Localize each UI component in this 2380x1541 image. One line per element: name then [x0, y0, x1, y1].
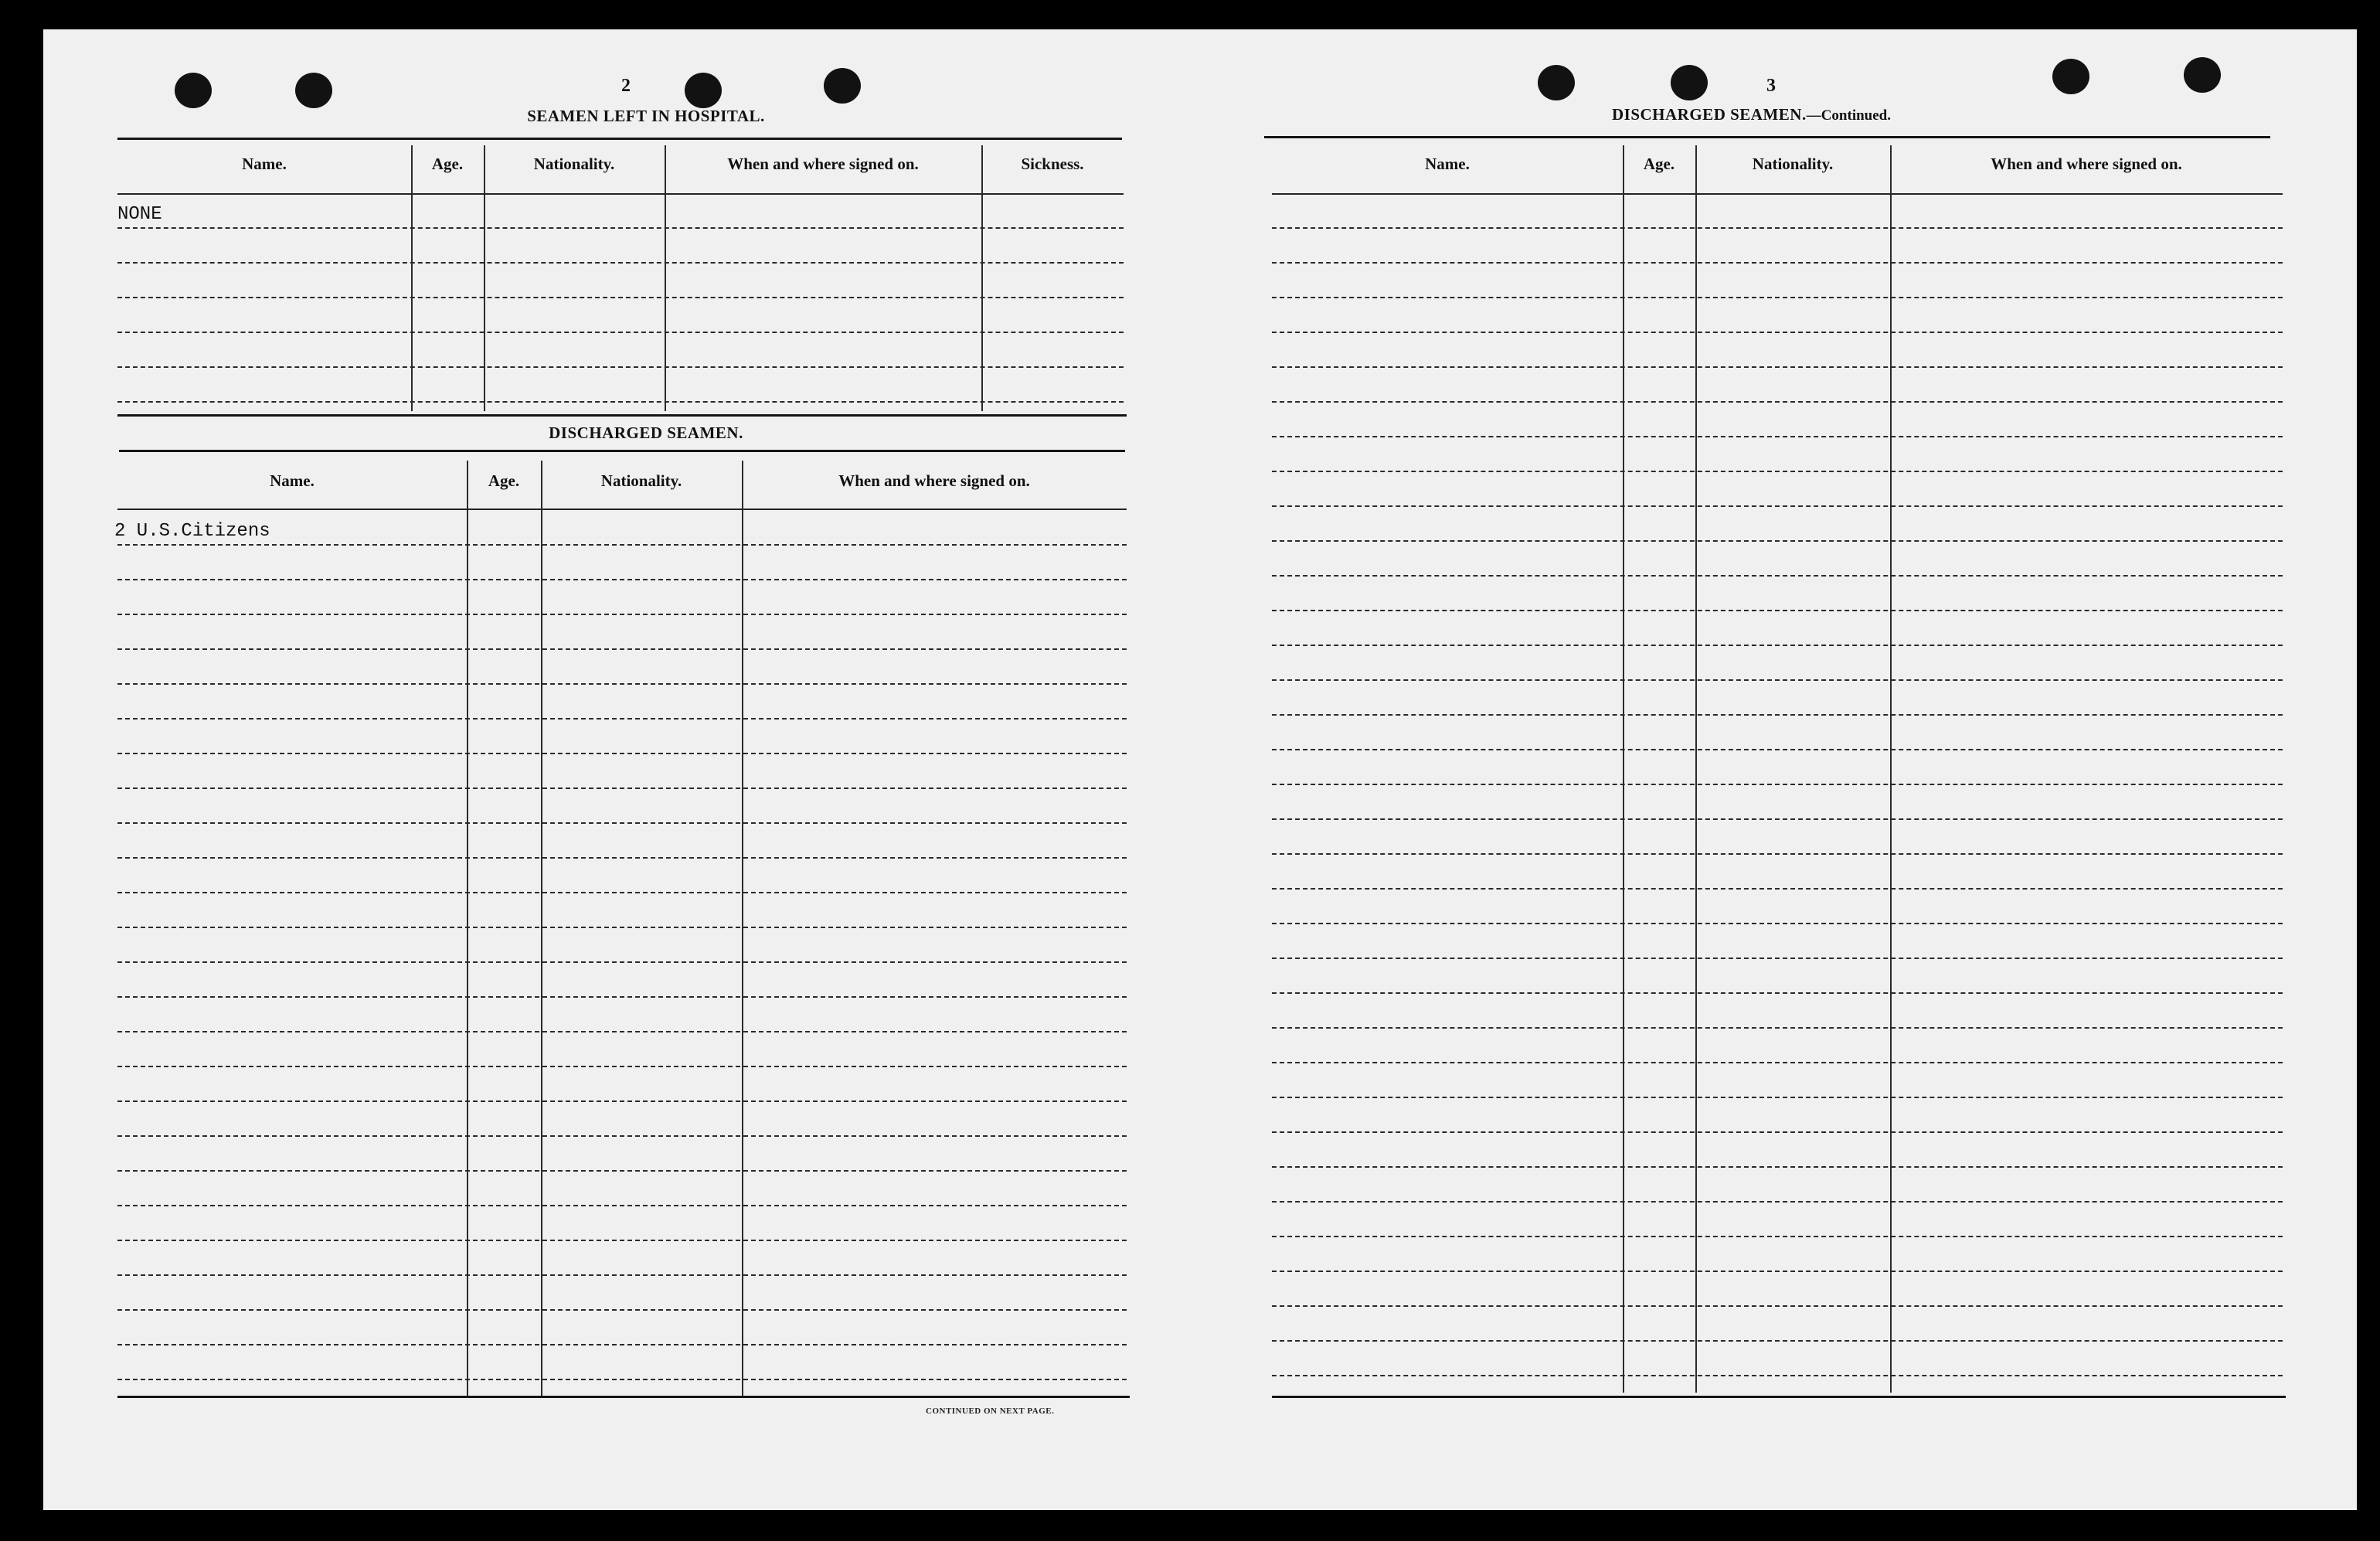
header-underline	[117, 509, 1127, 510]
table-bottom-rule	[1272, 1396, 2286, 1398]
column-separator	[467, 461, 468, 1397]
dotted-row-line	[117, 297, 1124, 298]
dotted-row-line	[117, 1379, 1127, 1380]
column-header: Age.	[488, 471, 520, 490]
column-separator	[1623, 145, 1624, 1393]
dotted-row-line	[1272, 1131, 2283, 1133]
dotted-row-line	[117, 718, 1127, 719]
punch-hole	[685, 73, 722, 108]
punch-hole	[1538, 65, 1575, 100]
column-header: Age.	[431, 155, 464, 173]
column-header: When and where signed on.	[1991, 155, 2182, 173]
column-header: Name.	[270, 471, 314, 490]
dotted-row-line	[1272, 575, 2283, 577]
column-separator	[665, 145, 666, 411]
title-main: DISCHARGED SEAMEN.	[1612, 105, 1807, 124]
punch-hole	[1671, 65, 1708, 100]
dotted-row-line	[117, 1344, 1127, 1345]
dotted-row-line	[117, 996, 1127, 998]
column-header: Name.	[1425, 155, 1470, 173]
dotted-row-line	[1272, 888, 2283, 890]
dotted-row-line	[1272, 714, 2283, 716]
dotted-row-line	[1272, 610, 2283, 611]
dotted-row-line	[1272, 1305, 2283, 1307]
punch-hole	[2052, 59, 2089, 94]
punch-hole	[2184, 57, 2221, 93]
dotted-row-line	[117, 1100, 1127, 1102]
dotted-row-line	[117, 961, 1127, 963]
title-suffix: —Continued.	[1806, 107, 1891, 124]
column-header: Nationality.	[1752, 155, 1834, 173]
column-header: Sickness.	[1021, 155, 1084, 173]
column-header: Nationality.	[600, 471, 682, 490]
column-separator	[1890, 145, 1892, 1393]
dotted-row-line	[1272, 853, 2283, 855]
header-underline	[1272, 193, 2283, 195]
dotted-row-line	[117, 857, 1127, 859]
document-sheet	[43, 29, 2357, 1510]
table-bottom-rule	[117, 414, 1127, 417]
dotted-row-line	[117, 579, 1127, 580]
dotted-row-line	[1272, 297, 2283, 298]
column-header: When and where signed on.	[838, 471, 1030, 490]
dotted-row-line	[1272, 784, 2283, 785]
dotted-row-line	[117, 1170, 1127, 1172]
column-separator	[1695, 145, 1697, 1393]
dotted-row-line	[117, 332, 1124, 333]
dotted-row-line	[1272, 1201, 2283, 1203]
column-header: Age.	[1643, 155, 1675, 173]
page-number: 3	[1766, 76, 1776, 96]
punch-hole	[824, 68, 861, 104]
page-number: 2	[621, 76, 631, 96]
discharged-continued-title	[1612, 105, 1891, 124]
dotted-row-line	[1272, 679, 2283, 681]
dotted-row-line	[1272, 1062, 2283, 1063]
dotted-row-line	[117, 227, 1124, 229]
dotted-row-line	[117, 753, 1127, 754]
dotted-row-line	[1272, 1236, 2283, 1237]
dotted-row-line	[117, 401, 1124, 403]
dotted-row-line	[1272, 749, 2283, 750]
dotted-row-line	[117, 366, 1124, 368]
dotted-row-line	[1272, 923, 2283, 924]
column-separator	[742, 461, 743, 1397]
dotted-row-line	[117, 683, 1127, 685]
discharged-entry: 2 U.S.Citizens	[114, 521, 270, 542]
punch-hole	[295, 73, 332, 108]
dotted-row-line	[1272, 1271, 2283, 1272]
header-underline	[117, 193, 1124, 195]
column-header: When and where signed on.	[727, 155, 919, 173]
dotted-row-line	[1272, 540, 2283, 542]
dotted-row-line	[117, 1135, 1127, 1137]
dotted-row-line	[117, 544, 1127, 546]
dotted-row-line	[117, 1066, 1127, 1067]
dotted-row-line	[1272, 958, 2283, 959]
dotted-row-line	[1272, 401, 2283, 403]
dotted-row-line	[1272, 818, 2283, 820]
dotted-row-line	[117, 1031, 1127, 1032]
rule	[117, 138, 1122, 140]
column-separator	[484, 145, 485, 411]
rule	[1264, 136, 2270, 138]
column-separator	[541, 461, 542, 1397]
dotted-row-line	[1272, 1027, 2283, 1029]
dotted-row-line	[1272, 436, 2283, 437]
continued-footer: CONTINUED ON NEXT PAGE.	[926, 1407, 1055, 1416]
dotted-row-line	[1272, 505, 2283, 507]
dotted-row-line	[1272, 1166, 2283, 1168]
dotted-row-line	[117, 648, 1127, 650]
hospital-section-title: SEAMEN LEFT IN HOSPITAL.	[527, 107, 765, 125]
dotted-row-line	[1272, 366, 2283, 368]
dotted-row-line	[1272, 1097, 2283, 1098]
dotted-row-line	[117, 262, 1124, 264]
dotted-row-line	[117, 1309, 1127, 1311]
dotted-row-line	[1272, 471, 2283, 472]
dotted-row-line	[1272, 992, 2283, 994]
dotted-row-line	[117, 892, 1127, 893]
dotted-row-line	[117, 788, 1127, 789]
dotted-row-line	[1272, 332, 2283, 333]
dotted-row-line	[117, 822, 1127, 824]
discharged-section-title: DISCHARGED SEAMEN.	[549, 424, 743, 442]
dotted-row-line	[117, 1240, 1127, 1241]
dotted-row-line	[1272, 262, 2283, 264]
dotted-row-line	[117, 614, 1127, 615]
dotted-row-line	[1272, 1340, 2283, 1342]
dotted-row-line	[1272, 227, 2283, 229]
column-header: Name.	[242, 155, 287, 173]
dotted-row-line	[117, 927, 1127, 928]
column-header: Nationality.	[533, 155, 615, 173]
rule	[119, 450, 1125, 452]
dotted-row-line	[1272, 645, 2283, 646]
dotted-row-line	[117, 1205, 1127, 1206]
hospital-entry: NONE	[117, 204, 162, 225]
punch-hole	[175, 73, 212, 108]
column-separator	[411, 145, 413, 411]
dotted-row-line	[1272, 1375, 2283, 1376]
column-separator	[981, 145, 983, 411]
table-bottom-rule	[117, 1396, 1130, 1398]
dotted-row-line	[117, 1274, 1127, 1276]
